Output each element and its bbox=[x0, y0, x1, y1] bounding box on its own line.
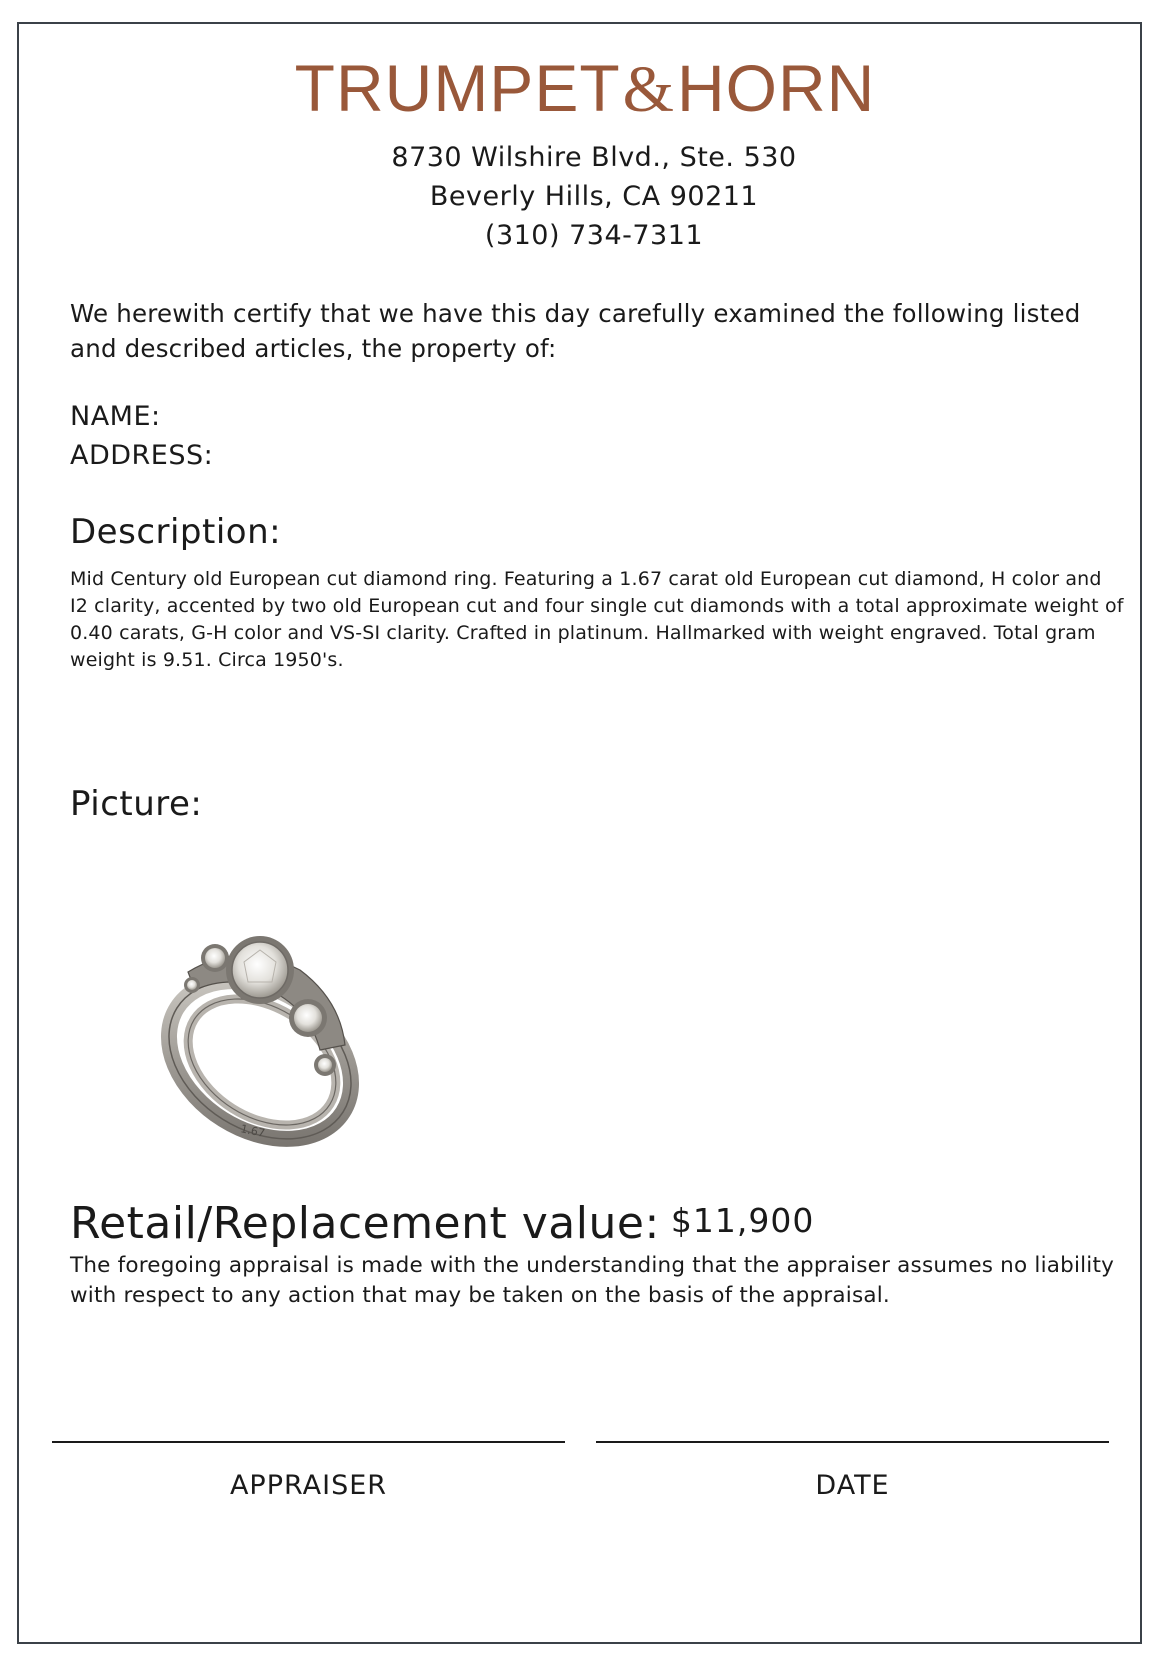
picture-heading: Picture: bbox=[70, 784, 203, 824]
business-address bbox=[0, 138, 1170, 255]
description-heading: Description: bbox=[70, 512, 282, 552]
appraiser-label: APPRAISER bbox=[229, 1470, 388, 1501]
description-text: Mid Century old European cut diamond ring. Featuring a 1.67 carat old European cut diamond, H color and I2 clarity, accented by two old European cut and four single cut diamonds with a total approximate weight of 0.40 carats, G-H color and VS-SI clarity. Crafted in platinum. Hallmarked with weight engraved. Total gram weight is 9.51. Circa 1950's. bbox=[70, 568, 1124, 671]
brand-ampersand: & bbox=[622, 53, 675, 126]
brand-name-horn: HORN bbox=[677, 51, 876, 125]
appraiser-signature-line bbox=[52, 1441, 565, 1443]
address-city: Beverly Hills, CA 90211 bbox=[429, 181, 759, 212]
certification-statement: We herewith certify that we have this day carefully examined the following listed and described articles, the property of: bbox=[70, 299, 1081, 363]
retail-value-amount: $11,900 bbox=[670, 1201, 815, 1240]
date-label: DATE bbox=[815, 1470, 890, 1501]
brand-name-trumpet: TRUMPET bbox=[294, 51, 621, 125]
disclaimer-text: The foregoing appraisal is made with the understanding that the appraiser assumes no liability with respect to any action that may be taken on the basis of the appraisal. bbox=[70, 1253, 1115, 1308]
brand-logo bbox=[0, 52, 1170, 126]
date-signature-line bbox=[596, 1441, 1109, 1443]
ring-engraving: 1.67 bbox=[239, 1122, 267, 1141]
phone-number: (310) 734-7311 bbox=[484, 220, 704, 251]
owner-name-label: NAME: bbox=[70, 401, 161, 432]
owner-address-label: ADDRESS: bbox=[70, 440, 214, 471]
ring-photo bbox=[150, 910, 400, 1160]
retail-value-row bbox=[70, 1198, 814, 1249]
retail-value-label: Retail/Replacement value: bbox=[70, 1198, 660, 1249]
document-border bbox=[17, 22, 1142, 1644]
address-street: 8730 Wilshire Blvd., Ste. 530 bbox=[391, 142, 797, 173]
